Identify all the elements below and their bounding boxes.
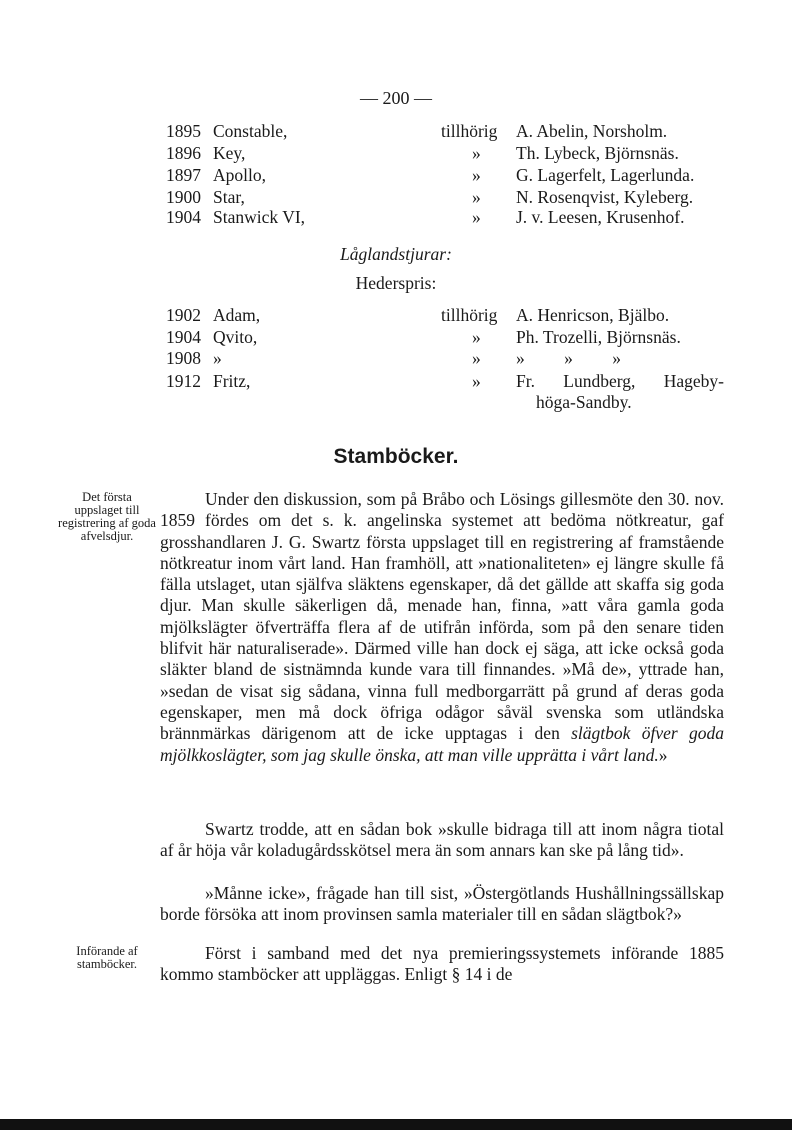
body-paragraph [160, 943, 724, 986]
owner: Fr. Lundberg, Hageby- [516, 371, 724, 391]
ditto-mark: » [472, 165, 481, 185]
ditto-mark: » [472, 143, 481, 163]
table-row [0, 326, 792, 348]
owner: A. Henricson, Bjälbo. [516, 305, 670, 325]
table-row [0, 186, 792, 208]
bull-name: Constable, [213, 121, 288, 141]
ditto-mark: » [472, 207, 481, 227]
body-paragraph [160, 819, 724, 862]
year: 1908 [166, 348, 201, 368]
owner: Th. Lybeck, Björnsnäs. [516, 143, 679, 163]
owner-label: tillhörig [441, 305, 498, 325]
year: 1912 [166, 371, 201, 391]
owner: J. v. Leesen, Krusenhof. [516, 207, 685, 227]
owner-continued: höga-Sandby. [536, 392, 632, 412]
bull-name: Fritz, [213, 371, 251, 391]
table-row [0, 164, 792, 186]
owner: Ph. Trozelli, Björnsnäs. [516, 327, 681, 347]
margin-note: Införande af stamböcker. [76, 944, 138, 971]
owner: A. Abelin, Norsholm. [516, 121, 668, 141]
owner: N. Rosenqvist, Kyleberg. [516, 187, 694, 207]
table-row [0, 142, 792, 164]
bull-name: Star, [213, 187, 245, 207]
table-row [0, 304, 792, 326]
year: 1900 [166, 187, 201, 207]
bull-name: Adam, [213, 305, 261, 325]
prize-label: Hederspris: [355, 273, 437, 293]
year: 1897 [166, 165, 201, 185]
owner: G. Lagerfelt, Lagerlunda. [516, 165, 695, 185]
owner-label: tillhörig [441, 121, 498, 141]
year: 1895 [166, 121, 201, 141]
paragraph-text: »Månne icke», frågade han till sist, »Östergötlands Hushållningssällskap borde försöka att inom provinsen samla materialer till en sådan slägtbok?» [160, 883, 724, 925]
ditto-mark: » [472, 187, 481, 207]
bull-name: Qvito, [213, 327, 258, 347]
paragraph-text: Swartz trodde, att en sådan bok »skulle bidraga till att inom några tiotal af år höja vår koladugårdsskötsel mera än som annars kan ske på lång tid». [160, 819, 724, 861]
table-row [0, 120, 792, 142]
year: 1904 [166, 207, 201, 227]
paragraph-quote: slägtbok öfver goda mjölkkoslägter, som jag skulle önska, att man ville upprätta i vårt land. [160, 723, 724, 765]
year: 1896 [166, 143, 201, 163]
year: 1902 [166, 305, 201, 325]
table-row [0, 206, 792, 228]
table-row [0, 370, 792, 392]
bull-name: » [213, 348, 222, 368]
year: 1904 [166, 327, 201, 347]
body-paragraph [160, 489, 724, 766]
subheading: Låglandstjurar: [340, 244, 452, 264]
scan-edge [0, 1119, 792, 1130]
bull-name: Stanwick VI, [213, 207, 306, 227]
ditto-mark: » [472, 371, 481, 391]
table-row [0, 391, 792, 413]
page-number: — 200 — [360, 88, 432, 108]
body-paragraph [160, 883, 724, 926]
bull-name: Key, [213, 143, 246, 163]
paragraph-text: Först i samband med det nya premieringssystemets införande 1885 kommo stamböcker att uppläggas. Enligt § 14 i de [160, 943, 724, 985]
ditto-mark: » [472, 327, 481, 347]
owner: » » » [516, 348, 621, 368]
paragraph-text: Under den diskussion, som på Bråbo och Lösings gillesmöte den 30. nov. 1859 fördes om det s. k. angelinska systemet att bedöma nötkreatur, gaf grosshandlaren J. G. Swartz första uppslaget till en registrering af framstående nötkreatur inom vårt land. Han framhöll, att »nationaliteten» ej längre skulle få fälla utslaget, utan själfva släktens egenskaper, då det gällde att skaffa sig goda djur. Man skulle säkerligen då, menade han, finna, »att våra gamla goda mjölkslägter öfverträffa flera af de utifrån införda, som på den senare tiden blifvit här naturaliserade». Därmed ville han dock ej säga, att icke också goda släkter bland de sistnämnda kunde vara till finnandes. »Må de», yttrade han, »sedan de visat sig sådana, vinna full medborgarrätt på grund af deras goda egenskaper, men må dock öfriga odågor såväl svenska som utländska brännmärkas därigenom att de icke upptagas i den [160, 489, 724, 744]
bull-name: Apollo, [213, 165, 266, 185]
paragraph-text-end: » [658, 744, 668, 765]
section-title: Stamböcker. [333, 445, 459, 468]
table-row [0, 347, 792, 369]
margin-note: Det första uppslaget till registrering af goda afvelsdjur. [58, 490, 156, 543]
ditto-mark: » [472, 348, 481, 368]
